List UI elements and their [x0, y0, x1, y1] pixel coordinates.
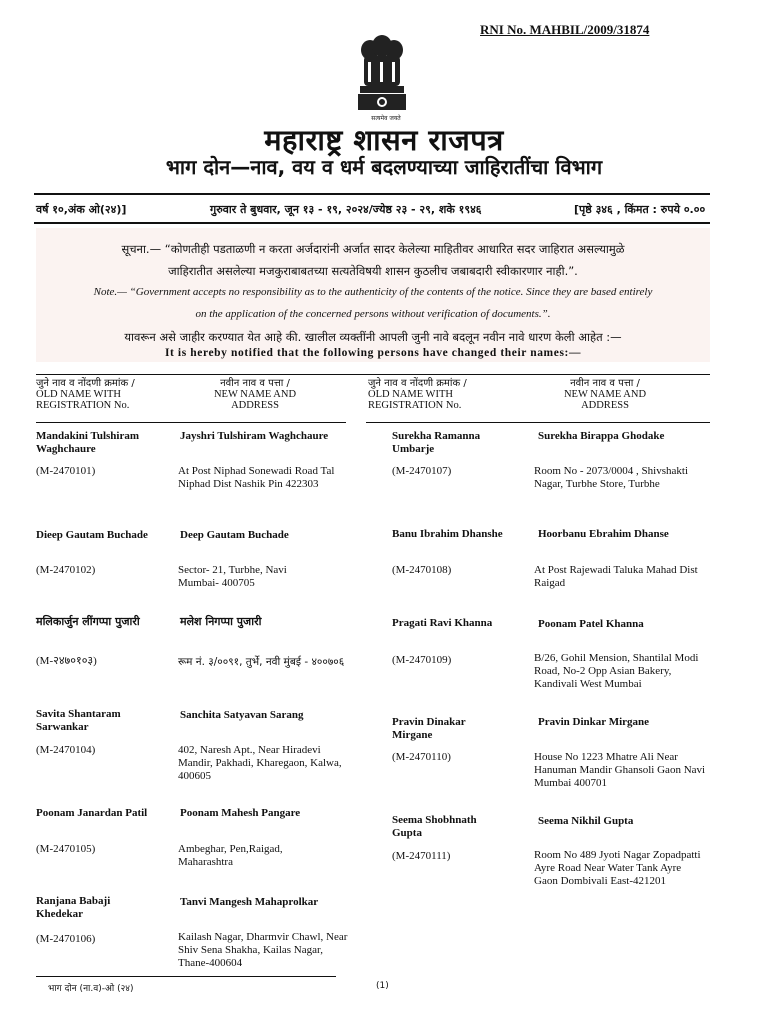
- right-entry-4-old-name: Pravin Dinakar Mirgane: [392, 716, 466, 741]
- left-entry-5-registration: (M-2470105): [36, 843, 96, 855]
- left-entry-5-new-name: Poonam Mahesh Pangare: [180, 807, 301, 819]
- old-header-english-1: OLD NAME WITH: [368, 389, 453, 400]
- right-entry-2-old-name: Banu Ibrahim Dhanshe: [392, 528, 503, 540]
- old-header-english-2: REGISTRATION No.: [36, 400, 130, 411]
- right-entry-4-address: House No 1223 Mhatre Ali Near Hanuman Mandir Ghansoli Gaon Navi Mumbai 400701: [534, 751, 706, 789]
- notice-marathi-line-1: सूचना.— “कोणतीही पडताळणी न करता अर्जदारांनी अर्जात सादर केलेल्या माहितीवर आधारित सदर जाहिरात असल्यामुळे: [121, 242, 625, 256]
- volume-number: वर्ष १०,अंक ओ(२४)]: [36, 203, 127, 216]
- table-top-rule: [36, 374, 710, 375]
- left-entry-2-address: Sector- 21, Turbhe, Navi Mumbai- 400705: [178, 564, 287, 589]
- left-entry-6-old-name: Ranjana Babaji Khedekar: [36, 895, 111, 920]
- left-entry-6-address: Kailash Nagar, Dharmvir Chawl, Near Shiv Sena Shakha, Kailas Nagar, Thane-400604: [178, 931, 348, 969]
- right-entry-3-new-name: Poonam Patel Khanna: [538, 618, 644, 630]
- notice-block: [36, 228, 710, 362]
- left-entry-3-new-name: मलेश निगप्पा पुजारी: [180, 615, 262, 628]
- left-entry-2-registration: (M-2470102): [36, 564, 96, 576]
- left-entry-4-new-name: Sanchita Satyavan Sarang: [180, 709, 304, 721]
- left-entry-3-registration: (M-२४७०१०३): [36, 655, 97, 667]
- page-number: (1): [376, 981, 389, 991]
- left-header-rule: [36, 422, 346, 423]
- left-entry-2-new-name: Deep Gautam Buchade: [180, 529, 289, 541]
- left-entry-1-registration: (M-2470101): [36, 465, 96, 477]
- right-entry-2-registration: (M-2470108): [392, 564, 452, 576]
- old-header-marathi: जुने नाव व नोंदणी क्रमांक /: [36, 378, 135, 389]
- old-header-english-2: REGISTRATION No.: [368, 400, 462, 411]
- left-entry-6-new-name: Tanvi Mangesh Mahaprolkar: [180, 896, 319, 908]
- right-entry-3-registration: (M-2470109): [392, 654, 452, 666]
- right-entry-5-address: Room No 489 Jyoti Nagar Zopadpatti Ayre Road Near Water Tank Ayre Gaon Dombivali East-421201: [534, 849, 701, 887]
- notification-marathi: यावरून असे जाहीर करण्यात येत आहे की. खालील व्यक्तींनी आपली जुनी नावे बदलून नवीन नावे धारण केली आहेत :—: [124, 330, 622, 344]
- right-entry-5-old-name: Seema Shobhnath Gupta: [392, 814, 477, 839]
- old-header-marathi: जुने नाव व नोंदणी क्रमांक /: [368, 378, 467, 389]
- footer-part-label: भाग दोन (ना.व)-ओ (२४): [48, 984, 134, 994]
- right-entry-1-registration: (M-2470107): [392, 465, 452, 477]
- right-entry-3-old-name: Pragati Ravi Khanna: [392, 617, 493, 629]
- left-entry-1-new-name: Jayshri Tulshiram Waghchaure: [180, 430, 329, 442]
- left-entry-4-old-name: Savita Shantaram Sarwankar: [36, 708, 121, 733]
- left-new-header: [180, 378, 330, 411]
- right-header-rule: [366, 422, 710, 423]
- left-entry-3-address: रूम नं. ३/००९१, तुर्भे, नवी मुंबई - ४००७०६: [178, 656, 345, 668]
- gazette-subtitle: भाग दोन—नाव, वय व धर्म बदलण्याच्या जाहिरातींचा विभाग: [165, 155, 603, 179]
- new-header-english-2: ADDRESS: [581, 400, 629, 411]
- right-entry-1-old-name: Surekha Ramanna Umbarje: [392, 430, 481, 455]
- right-entry-2-new-name: Hoorbanu Ebrahim Dhanse: [538, 528, 669, 540]
- left-entry-1-old-name: Mandakini Tulshiram Waghchaure: [36, 430, 140, 455]
- left-entry-2-old-name: Dieep Gautam Buchade: [36, 529, 148, 541]
- right-new-header: [530, 378, 680, 411]
- right-entry-1-address: Room No - 2073/0004 , Shivshakti Nagar, Turbhe Store, Turbhe: [534, 465, 689, 490]
- notice-english-line-1: Note.— “Government accepts no responsibility as to the authenticity of the contents of the notice. Since they are based entirely: [93, 286, 653, 298]
- old-header-english-1: OLD NAME WITH: [36, 389, 121, 400]
- state-emblem-icon: [350, 34, 414, 120]
- notification-english: It is hereby notified that the following persons have changed their names:—: [164, 347, 582, 359]
- left-entry-5-old-name: Poonam Janardan Patil: [36, 807, 148, 819]
- header-rule-bottom: [34, 222, 710, 224]
- new-header-english-2: ADDRESS: [231, 400, 279, 411]
- left-old-header: [36, 378, 166, 411]
- gazette-title: महाराष्ट्र शासन राजपत्र: [264, 123, 504, 157]
- right-old-header: [368, 378, 508, 411]
- issue-date: गुरुवार ते बुधवार, जून १३ - १९, २०२४/ज्येष्ठ २३ - २९, शके १९४६: [210, 203, 482, 216]
- right-entry-3-address: B/26, Gohil Mension, Shantilal Modi Road, No-2 Opp Asian Bakery, Kandivali West Mumbai: [534, 652, 699, 690]
- page-price: [पृष्ठे ३४६ , किंमत : रुपये ०.००: [574, 203, 706, 216]
- left-entry-5-address: Ambeghar, Pen,Raigad, Maharashtra: [178, 843, 283, 868]
- right-entry-2-address: At Post Rajewadi Taluka Mahad Dist Raigad: [534, 564, 698, 589]
- right-entry-5-registration: (M-2470111): [392, 850, 451, 862]
- right-entry-4-registration: (M-2470110): [392, 751, 451, 763]
- new-header-english-1: NEW NAME AND: [213, 389, 297, 400]
- right-entry-1-new-name: Surekha Birappa Ghodake: [538, 430, 665, 442]
- notice-marathi-line-2: जाहिरातीत असलेल्या मजकुराबाबतच्या सत्यतेविषयी शासन कुठलीच जबाबदारी स्वीकारणार नाही.”.: [168, 264, 578, 278]
- right-entry-5-new-name: Seema Nikhil Gupta: [538, 815, 634, 827]
- left-entry-6-registration: (M-2470106): [36, 933, 96, 945]
- right-entry-4-new-name: Pravin Dinkar Mirgane: [538, 716, 650, 728]
- notice-english-line-2: on the application of the concerned persons without verification of documents.”.: [195, 308, 551, 320]
- rni-number: RNI No. MAHBIL/2009/31874: [480, 22, 650, 37]
- left-entry-4-address: 402, Naresh Apt., Near Hiradevi Mandir, Pakhadi, Kharegaon, Kalwa, 400605: [178, 744, 342, 782]
- left-entry-4-registration: (M-2470104): [36, 744, 96, 756]
- emblem-motto: सत्यमेव जयते: [371, 115, 401, 122]
- footer-rule: [36, 976, 336, 977]
- left-entry-3-old-name: मलिकार्जुन लींगप्पा पुजारी: [36, 615, 140, 628]
- new-header-marathi: नवीन नाव व पत्ता /: [570, 378, 640, 389]
- new-header-marathi: नवीन नाव व पत्ता /: [220, 378, 290, 389]
- left-entry-1-address: At Post Niphad Sonewadi Road Tal Niphad Dist Nashik Pin 422303: [178, 465, 335, 490]
- header-rule-top: [34, 193, 710, 195]
- new-header-english-1: NEW NAME AND: [563, 389, 647, 400]
